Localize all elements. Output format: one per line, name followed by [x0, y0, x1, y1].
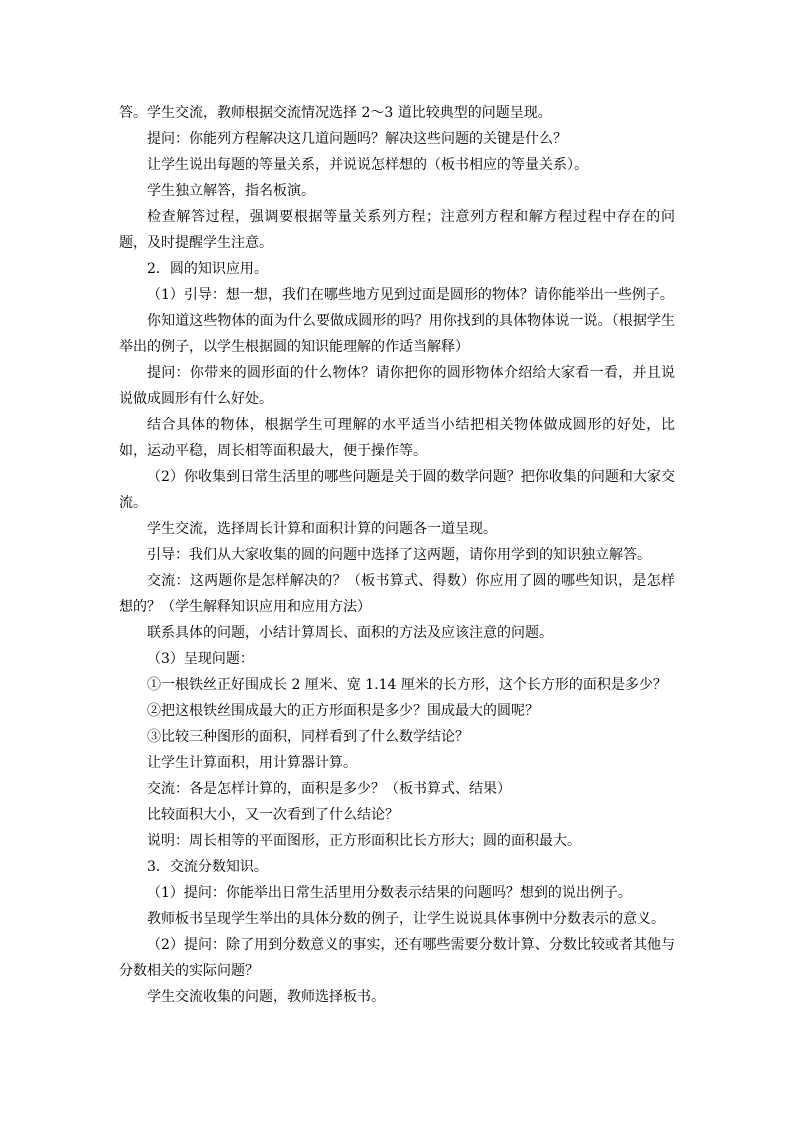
paragraph: 说明：周长相等的平面图形，正方形面积比长方形大；圆的面积最大。: [147, 833, 581, 849]
paragraph: （3）呈现问题：: [147, 651, 254, 667]
paragraph: （2）你收集到日常生活里的哪些问题是关于圆的数学问题？把你收集的问题和大家交流。: [119, 469, 675, 511]
paragraph: 你知道这些物体的面为什么要做成圆形的吗？用你找到的具体物体说一说。（根据学生举出的例子，以学生根据圆的知识能理解的作适当解释）: [119, 313, 675, 355]
section-heading: 2．圆的知识应用。: [147, 261, 268, 277]
paragraph: 交流：各是怎样计算的，面积是多少？（板书算式、结果）: [147, 781, 511, 797]
problem-item: ①一根铁丝正好围成长 2 厘米、宽 1.14 厘米的长方形，这个长方形的面积是多少？: [147, 677, 667, 693]
paragraph: 提问：你能列方程解决这几道问题吗？解决这些问题的关键是什么？: [147, 131, 567, 147]
paragraph: 学生交流收集的问题，教师选择板书。: [147, 989, 385, 1005]
problem-item: ③比较三种图形的面积，同样看到了什么数学结论？: [147, 729, 469, 745]
problem-item: ②把这根铁丝围成最大的正方形面积是多少？围成最大的圆呢？: [147, 703, 539, 719]
paragraph: 学生交流，选择周长计算和面积计算的问题各一道呈现。: [147, 521, 497, 537]
paragraph: （1）提问：你能举出日常生活里用分数表示结果的问题吗？想到的说出例子。: [147, 885, 632, 901]
paragraph: 结合具体的物体，根据学生可理解的水平适当小结把相关物体做成圆形的好处，比如，运动平稳，周长相等面积最大，便于操作等。: [119, 417, 675, 459]
paragraph: 比较面积大小，又一次看到了什么结论？: [147, 807, 399, 823]
paragraph: （2）提问：除了用到分数意义的事实，还有哪些需要分数计算、分数比较或者其他与分数相关的实际问题？: [119, 937, 675, 979]
section-heading: 3．交流分数知识。: [147, 859, 268, 875]
paragraph: 让学生说出每题的等量关系，并说说怎样想的（板书相应的等量关系）。: [147, 157, 588, 173]
paragraph: 教师板书呈现学生举出的具体分数的例子，让学生说说具体事例中分数表示的意义。: [147, 911, 665, 927]
paragraph: 引导：我们从大家收集的圆的问题中选择了这两题，请你用学到的知识独立解答。: [147, 547, 651, 563]
paragraph: （1）引导：想一想，我们在哪些地方见到过面是圆形的物体？请你能举出一些例子。: [147, 287, 674, 303]
document-body: [119, 100, 675, 1010]
paragraph: 联系具体的问题，小结计算周长、面积的方法及应该注意的问题。: [147, 625, 553, 641]
paragraph: 提问：你带来的圆形面的什么物体？请你把你的圆形物体介绍给大家看一看，并且说说做成圆形有什么好处。: [119, 365, 675, 407]
paragraph: 学生独立解答，指名板演。: [147, 183, 315, 199]
paragraph: 让学生计算面积，用计算器计算。: [147, 755, 357, 771]
paragraph: 检查解答过程，强调要根据等量关系列方程；注意列方程和解方程过程中存在的问题，及时提醒学生注意。: [119, 209, 675, 251]
paragraph: 交流：这两题你是怎样解决的？（板书算式、得数）你应用了圆的哪些知识，是怎样想的？（学生解释知识应用和应用方法）: [119, 573, 675, 615]
paragraph: 答。学生交流，教师根据交流情况选择 2～3 道比较典型的问题呈现。: [119, 105, 552, 121]
